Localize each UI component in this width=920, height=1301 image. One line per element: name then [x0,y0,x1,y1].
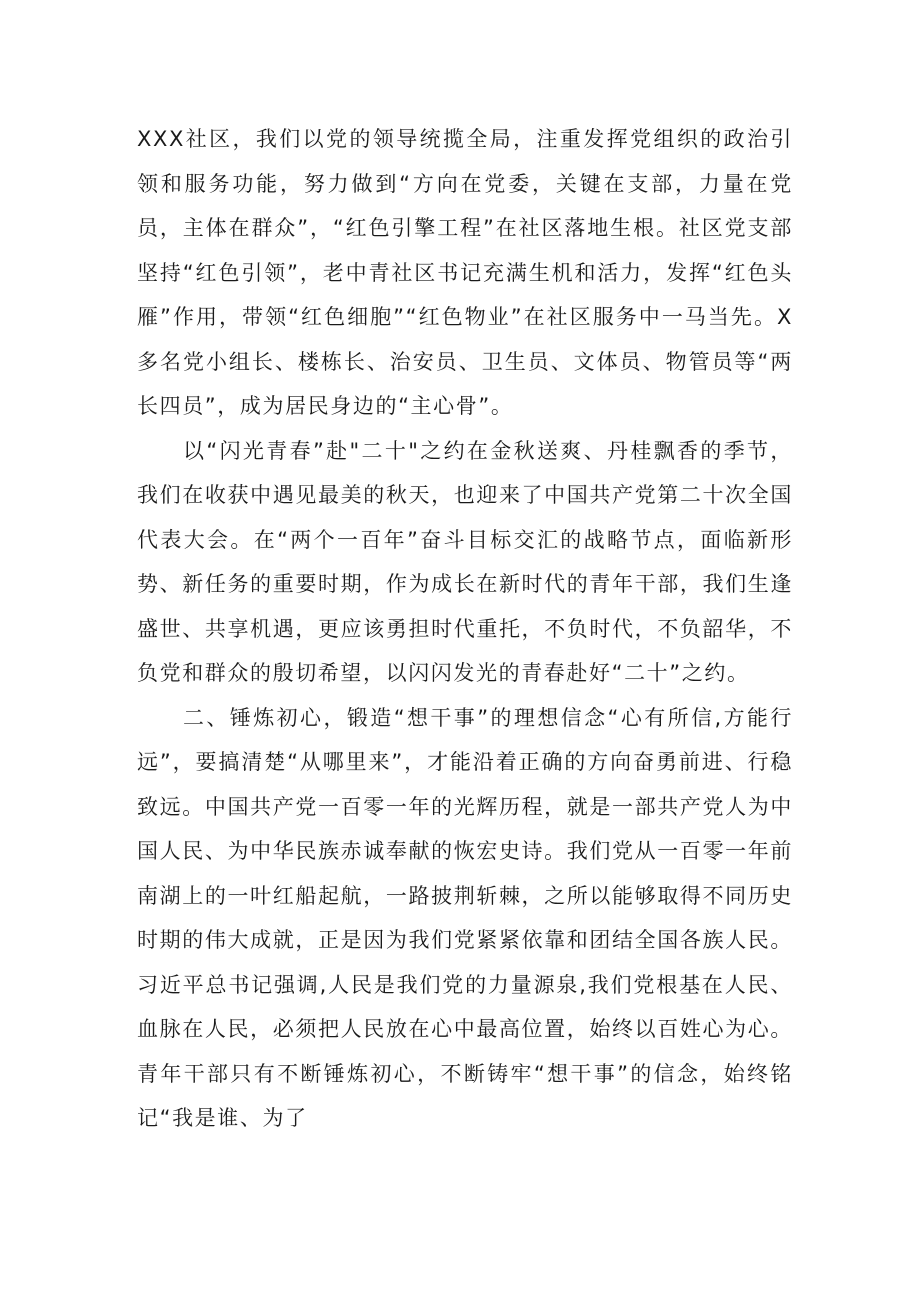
paragraph-original-aspiration: 二、锤炼初心，锻造“想干事”的理想信念“心有所信,方能行远”，要搞清楚“从哪里来”，才能沿着正确的方向奋勇前进、行稳致远。中国共产党一百零一年的光辉历程，就是一部共产党人为中国人民、为中华民族赤诚奉献的恢宏史诗。我们党从一百零一年前南湖上的一叶红船起航，一路披荆斩棘，之所以能够取得不同历史时期的伟大成就，正是因为我们党紧紧依靠和团结全国各族人民。习近平总书记强调,人民是我们党的力量源泉,我们党根基在人民、血脉在人民，必须把人民放在心中最高位置，始终以百姓心为心。青年干部只有不断锤炼初心，不断铸牢“想干事”的信念，始终铭记“我是谁、为了 [137,705,793,1130]
paragraph-community: XXX社区，我们以党的领导统揽全局，注重发挥党组织的政治引领和服务功能，努力做到“方向在党委，关键在支部，力量在党员，主体在群众”，“红色引擎工程”在社区落地生根。社区党支部坚持“红色引领”，老中青社区书记充满生机和活力，发挥“红色头雁”作用，带领“红色细胞”“红色物业”在社区服务中一马当先。X多名党小组长、楼栋长、治安员、卫生员、文体员、物管员等“两长四员”，成为居民身边的“主心骨”。 [137,127,793,418]
paragraph-youth: 以“闪光青春”赴"二十"之约在金秋送爽、丹桂飘香的季节，我们在收获中遇见最美的秋天，也迎来了中国共产党第二十次全国代表大会。在“两个一百年”奋斗目标交汇的战略节点，面临新形势、新任务的重要时期，作为成长在新时代的青年干部，我们生逢盛世、共享机遇，更应该勇担时代重托，不负时代，不负韶华，不负党和群众的殷切希望，以闪闪发光的青春赴好“二十”之约。 [137,438,793,685]
document-body [137,117,793,1141]
